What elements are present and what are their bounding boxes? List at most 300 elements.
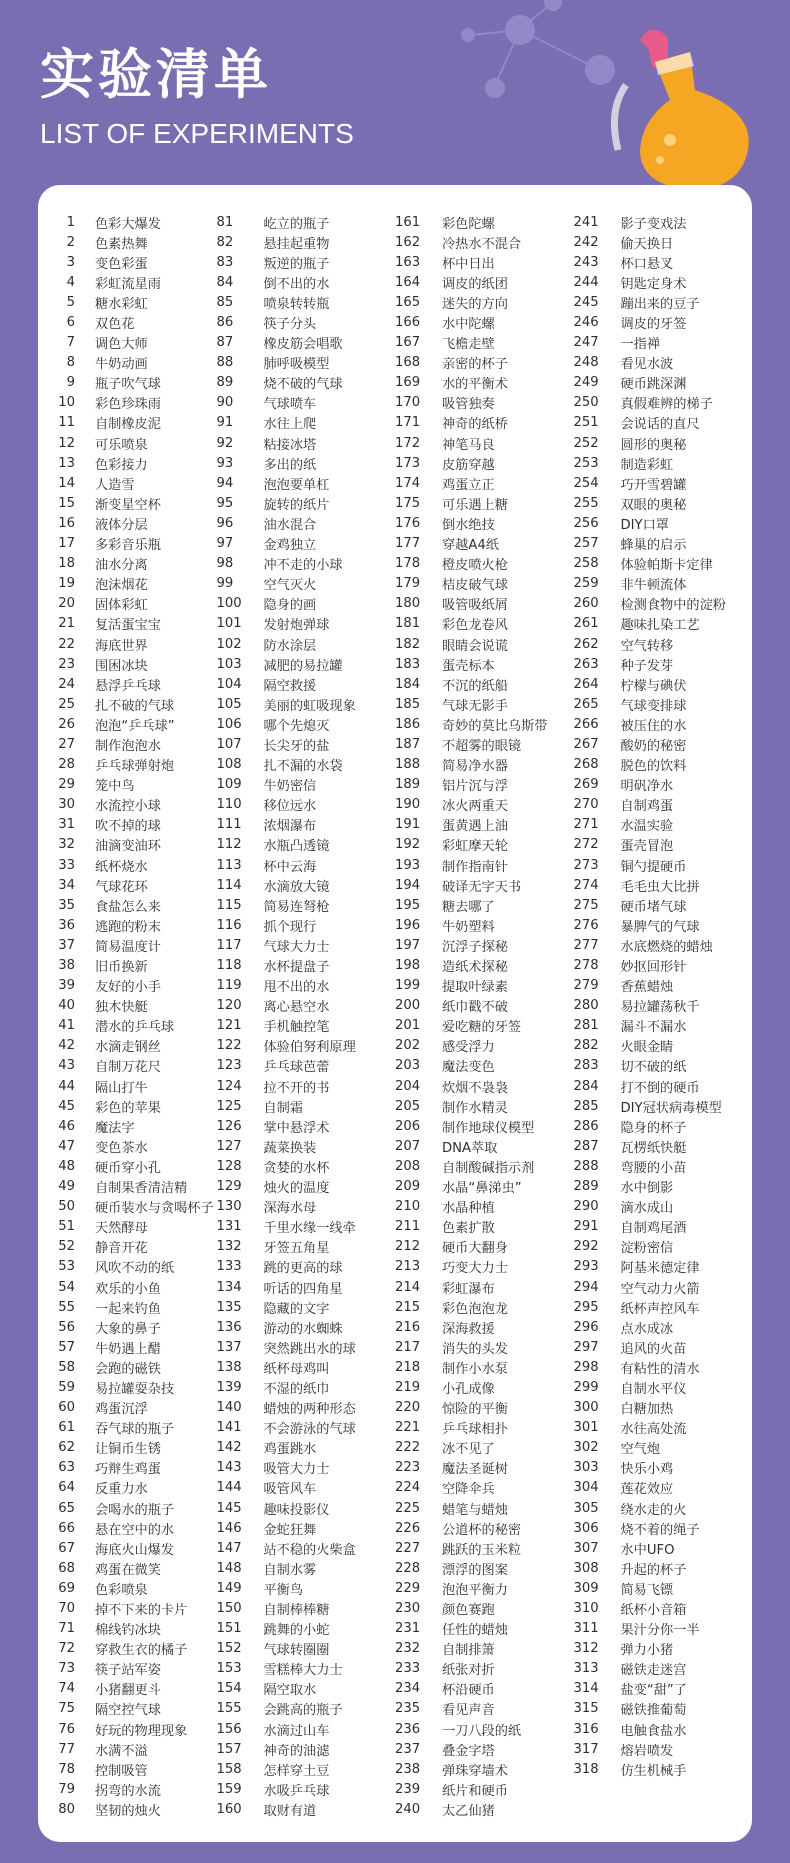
experiment-name: 固体彩虹: [95, 598, 148, 614]
experiment-number: 141: [216, 1420, 242, 1436]
experiment-name: 冲不走的小球: [263, 558, 343, 574]
experiment-name: 空降伞兵: [442, 1482, 495, 1498]
experiment-name: 气球喷车: [263, 397, 317, 413]
experiment-name: 影子变戏法: [620, 216, 687, 232]
experiment-item: [217, 232, 396, 252]
experiment-item: [574, 1036, 753, 1056]
experiment-item: [38, 1578, 217, 1598]
experiment-name: 色彩接力: [95, 457, 148, 473]
experiment-number: 82: [216, 234, 234, 250]
experiment-name: 神奇的油滤: [263, 1743, 330, 1759]
experiment-item: [38, 634, 217, 654]
experiment-name: 制作小水泵: [442, 1361, 508, 1377]
experiment-name: 怎样穿土豆: [263, 1763, 330, 1779]
experiment-number: 19: [58, 576, 75, 592]
experiment-name: 水底燃烧的蜡烛: [620, 939, 713, 955]
experiment-name: 会喝水的瓶子: [95, 1502, 175, 1518]
experiment-name: 酸奶的秘密: [620, 738, 687, 754]
experiment-item: [38, 292, 217, 312]
experiment-number: 92: [216, 435, 234, 451]
experiment-name: 色彩喷泉: [95, 1582, 148, 1598]
experiment-name: 纸杯烧水: [95, 859, 148, 875]
experiment-name: 炊烟不袅袅: [442, 1080, 508, 1096]
experiment-number: 239: [395, 1781, 421, 1797]
experiment-number: 200: [395, 998, 421, 1014]
experiment-name: 静音开花: [95, 1241, 148, 1257]
experiment-item: [217, 493, 396, 513]
experiment-number: 120: [216, 998, 242, 1014]
experiment-number: 43: [58, 1058, 75, 1074]
experiment-item: [395, 353, 574, 373]
experiment-name: 快乐小鸡: [620, 1462, 674, 1478]
experiment-number: 108: [216, 757, 242, 773]
experiment-number: 32: [58, 837, 75, 853]
experiment-number: 58: [58, 1359, 75, 1375]
experiment-item: [395, 694, 574, 714]
experiment-item: [395, 915, 574, 935]
experiment-name: 悬挂起重物: [263, 236, 330, 252]
experiment-number: 37: [58, 937, 75, 953]
experiment-name: 跳舞的小蛇: [263, 1623, 330, 1639]
experiment-name: 不湿的纸巾: [263, 1381, 330, 1397]
experiment-item: [395, 1659, 574, 1679]
experiment-name: 杯中日出: [442, 256, 495, 272]
experiment-name: 多出的纸: [263, 457, 317, 473]
experiment-item: [38, 393, 217, 413]
experiment-item: [38, 1598, 217, 1618]
experiment-item: [217, 1056, 396, 1076]
experiment-number: 124: [216, 1078, 242, 1094]
experiment-name: 吞气球的瓶子: [95, 1422, 175, 1438]
experiment-number: 263: [573, 656, 599, 672]
experiment-number: 214: [395, 1279, 421, 1295]
experiment-name: 易拉罐耍杂技: [95, 1381, 175, 1397]
experiment-name: 调皮的纸团: [442, 276, 508, 292]
experiment-name: 升起的杯子: [620, 1562, 687, 1578]
experiment-item: [574, 1297, 753, 1317]
experiment-name: 吸管吸纸屑: [442, 598, 508, 614]
experiment-item: [574, 473, 753, 493]
experiment-number: 257: [573, 536, 599, 552]
experiment-number: 316: [573, 1721, 599, 1737]
experiment-number: 287: [573, 1138, 599, 1154]
experiment-item: [395, 393, 574, 413]
experiment-item: [574, 1619, 753, 1639]
experiment-item: [217, 1458, 396, 1478]
experiment-item: [395, 1156, 574, 1176]
experiment-name: 会跑的磁铁: [95, 1361, 161, 1377]
experiment-number: 136: [216, 1319, 242, 1335]
experiment-number: 300: [573, 1400, 599, 1416]
experiment-item: [217, 1799, 396, 1819]
experiment-number: 290: [573, 1199, 599, 1215]
experiment-number: 296: [573, 1319, 599, 1335]
experiment-name: 会说话的直尺: [620, 417, 700, 433]
experiment-name: 肺呼吸模型: [263, 357, 330, 373]
experiment-name: 液体分层: [95, 517, 148, 533]
experiment-number: 237: [395, 1741, 421, 1757]
experiment-item: [38, 413, 217, 433]
experiment-number: 288: [573, 1158, 599, 1174]
experiment-number: 265: [573, 696, 599, 712]
experiment-name: 彩色陀螺: [442, 216, 495, 232]
experiment-name: 泡沫烟花: [95, 578, 148, 594]
experiment-number: 234: [395, 1681, 421, 1697]
experiment-item: [395, 1337, 574, 1357]
experiment-name: 纸片和硬币: [442, 1783, 508, 1799]
experiment-name: 好玩的物理现象: [95, 1723, 188, 1739]
experiment-name: 吸管大力士: [263, 1462, 330, 1478]
experiment-number: 302: [573, 1440, 599, 1456]
experiment-number: 25: [58, 696, 75, 712]
experiment-name: 隔山打牛: [95, 1080, 148, 1096]
experiment-number: 91: [216, 415, 234, 431]
experiment-item: [217, 835, 396, 855]
experiment-item: [395, 996, 574, 1016]
experiment-item: [217, 996, 396, 1016]
experiment-name: 鸡蛋在微笑: [95, 1562, 161, 1578]
experiment-name: 可乐遇上糖: [442, 497, 508, 513]
experiment-number: 137: [216, 1339, 242, 1355]
experiment-number: 144: [216, 1480, 242, 1496]
experiment-item: [395, 1317, 574, 1337]
experiment-number: 27: [58, 736, 75, 752]
experiment-name: 水中UFO: [620, 1542, 675, 1558]
experiment-number: 279: [573, 978, 599, 994]
experiment-item: [395, 1578, 574, 1598]
experiment-number: 67: [58, 1540, 75, 1556]
experiment-item: [395, 634, 574, 654]
experiment-item: [38, 272, 217, 292]
experiment-item: [574, 1418, 753, 1438]
experiment-name: 自制万花尺: [95, 1060, 161, 1076]
experiment-name: 颜色赛跑: [442, 1603, 495, 1619]
experiment-item: [38, 1016, 217, 1036]
experiment-number: 192: [395, 837, 421, 853]
experiment-name: 倒水绝技: [442, 517, 495, 533]
experiment-name: 隔空控气球: [95, 1703, 161, 1719]
experiment-number: 245: [573, 294, 599, 310]
experiment-name: 自制橡皮泥: [95, 417, 161, 433]
experiment-item: [395, 1377, 574, 1397]
experiment-number: 173: [395, 455, 421, 471]
experiment-number: 110: [216, 797, 242, 813]
experiment-number: 218: [395, 1359, 421, 1375]
experiment-name: 自制水雾: [263, 1562, 317, 1578]
experiment-number: 102: [216, 636, 242, 652]
experiment-name: 平衡鸟: [263, 1582, 304, 1598]
experiment-item: [38, 252, 217, 272]
experiment-item: [217, 1679, 396, 1699]
experiment-item: [574, 1096, 753, 1116]
experiment-name: 双眼的奥秘: [620, 497, 687, 513]
experiment-item: [395, 312, 574, 332]
experiment-item: [395, 734, 574, 754]
experiment-number: 196: [395, 917, 421, 933]
experiment-name: 神笔马良: [442, 437, 495, 453]
experiment-number: 42: [58, 1038, 75, 1054]
experiment-item: [38, 353, 217, 373]
experiment-item: [574, 1679, 753, 1699]
experiment-item: [574, 554, 753, 574]
experiment-item: [217, 1197, 396, 1217]
experiment-item: [574, 1257, 753, 1277]
experiment-number: 2: [66, 234, 75, 250]
experiment-name: 纸杯母鸡叫: [263, 1361, 330, 1377]
experiment-name: 硬币跳深渊: [620, 377, 687, 393]
experiment-number: 145: [216, 1500, 242, 1516]
experiment-name: 贪婪的水杯: [263, 1160, 330, 1176]
experiment-number: 306: [573, 1520, 599, 1536]
experiment-item: [395, 775, 574, 795]
experiment-number: 242: [573, 234, 599, 250]
experiment-number: 117: [216, 937, 242, 953]
experiment-number: 41: [58, 1018, 75, 1034]
experiment-number: 281: [573, 1018, 599, 1034]
experiment-item: [217, 413, 396, 433]
experiment-item: [395, 513, 574, 533]
experiment-number: 77: [58, 1741, 75, 1757]
experiment-column: [395, 212, 574, 1822]
experiment-item: [395, 1016, 574, 1036]
experiment-number: 293: [573, 1259, 599, 1275]
experiment-name: 魔法圣诞树: [442, 1462, 508, 1478]
experiment-name: 牙签五角星: [263, 1241, 330, 1257]
experiment-number: 262: [573, 636, 599, 652]
experiment-number: 223: [395, 1460, 421, 1476]
experiment-name: 太乙仙猪: [442, 1803, 495, 1819]
experiment-name: 牛奶塑料: [442, 919, 495, 935]
experiment-item: [574, 1136, 753, 1156]
experiment-name: 发射炮弹球: [263, 618, 330, 634]
experiment-item: [574, 212, 753, 232]
experiment-name: 公道杯的秘密: [442, 1522, 522, 1538]
experiment-name: 纸张对折: [442, 1663, 495, 1679]
experiment-item: [217, 333, 396, 353]
experiment-number: 52: [58, 1239, 75, 1255]
experiment-item: [217, 1699, 396, 1719]
experiment-number: 235: [395, 1701, 421, 1717]
experiment-number: 227: [395, 1540, 421, 1556]
experiment-item: [395, 433, 574, 453]
experiment-name: 纸杯小音箱: [620, 1603, 687, 1619]
experiment-name: 魔法变色: [442, 1060, 495, 1076]
experiment-name: 惊险的平衡: [442, 1402, 508, 1418]
experiment-name: 蹦出来的豆子: [620, 296, 700, 312]
experiment-item: [217, 1498, 396, 1518]
experiment-name: 雪糕棒大力士: [263, 1663, 343, 1679]
experiment-number: 311: [573, 1621, 599, 1637]
experiment-number: 230: [395, 1601, 421, 1617]
experiment-item: [217, 1357, 396, 1377]
experiment-number: 127: [216, 1138, 242, 1154]
experiment-item: [395, 1538, 574, 1558]
experiment-name: 潜水的乒乓球: [95, 1020, 175, 1036]
experiment-name: 粘接冰塔: [263, 437, 317, 453]
experiment-item: [574, 835, 753, 855]
experiment-item: [217, 1598, 396, 1618]
experiment-item: [217, 473, 396, 493]
experiment-number: 220: [395, 1400, 421, 1416]
experiment-number: 83: [216, 254, 234, 270]
experiment-item: [574, 1197, 753, 1217]
experiment-item: [217, 1257, 396, 1277]
experiment-number: 113: [216, 857, 242, 873]
experiment-number: 8: [66, 355, 75, 371]
experiment-number: 149: [216, 1580, 242, 1596]
experiment-number: 195: [395, 897, 421, 913]
experiment-name: 偷天换日: [620, 236, 674, 252]
experiment-name: 种子发芽: [620, 658, 674, 674]
experiment-item: [395, 1217, 574, 1237]
experiment-number: 191: [395, 817, 421, 833]
experiment-number: 30: [58, 797, 75, 813]
experiment-item: [574, 353, 753, 373]
experiment-item: [38, 1136, 217, 1156]
experiment-name: 空气灭火: [263, 578, 317, 594]
experiment-name: 沉浮子探秘: [442, 939, 508, 955]
experiment-number: 89: [216, 375, 234, 391]
experiment-item: [574, 634, 753, 654]
experiment-item: [574, 955, 753, 975]
experiment-name: 制作泡泡水: [95, 738, 161, 754]
experiment-item: [574, 312, 753, 332]
experiment-name: 水的平衡术: [442, 377, 508, 393]
experiment-number: 54: [58, 1279, 75, 1295]
experiment-name: 硬币装水与贪喝杯子: [95, 1201, 214, 1217]
experiment-item: [395, 1056, 574, 1076]
experiment-item: [38, 654, 217, 674]
experiment-item: [574, 714, 753, 734]
experiment-name: 油滴变油环: [95, 839, 161, 855]
experiment-name: 欢乐的小鱼: [95, 1281, 161, 1297]
experiment-item: [574, 915, 753, 935]
experiment-number: 62: [58, 1440, 75, 1456]
experiment-number: 95: [216, 495, 234, 511]
experiment-name: 可乐喷泉: [95, 437, 148, 453]
experiment-name: 色素热舞: [95, 236, 148, 252]
experiment-number: 33: [58, 857, 75, 873]
page-subtitle: LIST OF EXPERIMENTS: [40, 118, 354, 149]
experiment-number: 307: [573, 1540, 599, 1556]
experiment-name: 控制吸管: [95, 1763, 148, 1779]
experiment-number: 14: [58, 475, 75, 491]
experiment-name: 硬币堵气球: [620, 899, 687, 915]
experiment-number: 283: [573, 1058, 599, 1074]
experiment-name: 隐身的画: [263, 598, 317, 614]
experiment-item: [38, 1277, 217, 1297]
experiment-item: [217, 1096, 396, 1116]
experiment-item: [217, 1377, 396, 1397]
experiment-name: 逃跑的粉末: [95, 919, 161, 935]
experiment-item: [395, 1277, 574, 1297]
experiment-name: 风吹不动的纸: [95, 1261, 175, 1277]
experiment-number: 217: [395, 1339, 421, 1355]
experiment-item: [217, 1337, 396, 1357]
experiment-number: 16: [58, 515, 75, 531]
experiment-name: 易拉罐荡秋千: [620, 1000, 700, 1016]
experiment-item: [217, 594, 396, 614]
experiment-number: 84: [216, 274, 234, 290]
experiment-item: [395, 895, 574, 915]
experiment-item: [395, 755, 574, 775]
experiment-name: 自制果香清洁精: [95, 1181, 188, 1197]
experiment-item: [574, 815, 753, 835]
experiment-number: 179: [395, 576, 421, 592]
experiment-number: 203: [395, 1058, 421, 1074]
experiment-item: [217, 1478, 396, 1498]
experiment-name: 真假难辨的梯子: [620, 397, 713, 413]
experiment-number: 241: [573, 214, 599, 230]
experiment-number: 156: [216, 1721, 242, 1737]
experiment-number: 157: [216, 1741, 242, 1757]
experiment-name: 水往上爬: [263, 417, 317, 433]
experiment-item: [38, 1558, 217, 1578]
experiment-item: [574, 1016, 753, 1036]
experiment-name: 调皮的牙签: [620, 317, 687, 333]
experiment-number: 198: [395, 958, 421, 974]
experiment-number: 310: [573, 1601, 599, 1617]
experiment-number: 147: [216, 1540, 242, 1556]
experiment-number: 65: [58, 1500, 75, 1516]
experiment-number: 72: [58, 1641, 75, 1657]
experiment-item: [574, 1558, 753, 1578]
experiment-name: 体验帕斯卡定律: [620, 558, 713, 574]
experiment-item: [217, 614, 396, 634]
experiment-number: 207: [395, 1138, 421, 1154]
experiment-number: 100: [216, 596, 242, 612]
experiment-name: 鸡蛋立正: [442, 477, 495, 493]
experiment-number: 169: [395, 375, 421, 391]
experiment-number: 69: [58, 1580, 75, 1596]
experiment-item: [574, 1337, 753, 1357]
experiment-item: [217, 1297, 396, 1317]
experiment-item: [395, 594, 574, 614]
experiment-name: 变色彩蛋: [95, 256, 148, 272]
experiment-name: 游动的水蜘蛛: [263, 1321, 343, 1337]
experiment-name: 白糖加热: [620, 1402, 674, 1418]
experiment-item: [395, 1136, 574, 1156]
experiment-item: [395, 855, 574, 875]
experiment-number: 29: [58, 777, 75, 793]
experiment-name: 金蛇狂舞: [263, 1522, 317, 1538]
experiment-number: 106: [216, 716, 242, 732]
experiment-number: 142: [216, 1440, 242, 1456]
experiment-item: [38, 1418, 217, 1438]
experiment-item: [38, 1679, 217, 1699]
experiment-number: 13: [58, 455, 75, 471]
experiment-number: 170: [395, 395, 421, 411]
experiment-item: [38, 755, 217, 775]
experiment-number: 39: [58, 978, 75, 994]
experiment-number: 280: [573, 998, 599, 1014]
experiment-name: 简易飞镖: [620, 1582, 674, 1598]
experiment-item: [395, 674, 574, 694]
experiment-item: [395, 1679, 574, 1699]
experiment-item: [574, 895, 753, 915]
experiment-item: [395, 232, 574, 252]
experiment-name: 打不倒的硬币: [620, 1080, 700, 1096]
experiment-item: [38, 1659, 217, 1679]
experiment-name: 小孔成像: [442, 1381, 495, 1397]
experiment-item: [574, 1217, 753, 1237]
experiment-item: [217, 1518, 396, 1538]
experiment-name: 油水混合: [263, 517, 317, 533]
experiment-name: 烧不着的绳子: [620, 1522, 700, 1538]
experiment-name: 绕水走的火: [620, 1502, 687, 1518]
experiment-number: 184: [395, 676, 421, 692]
experiment-name: 弯腰的小苗: [620, 1160, 687, 1176]
